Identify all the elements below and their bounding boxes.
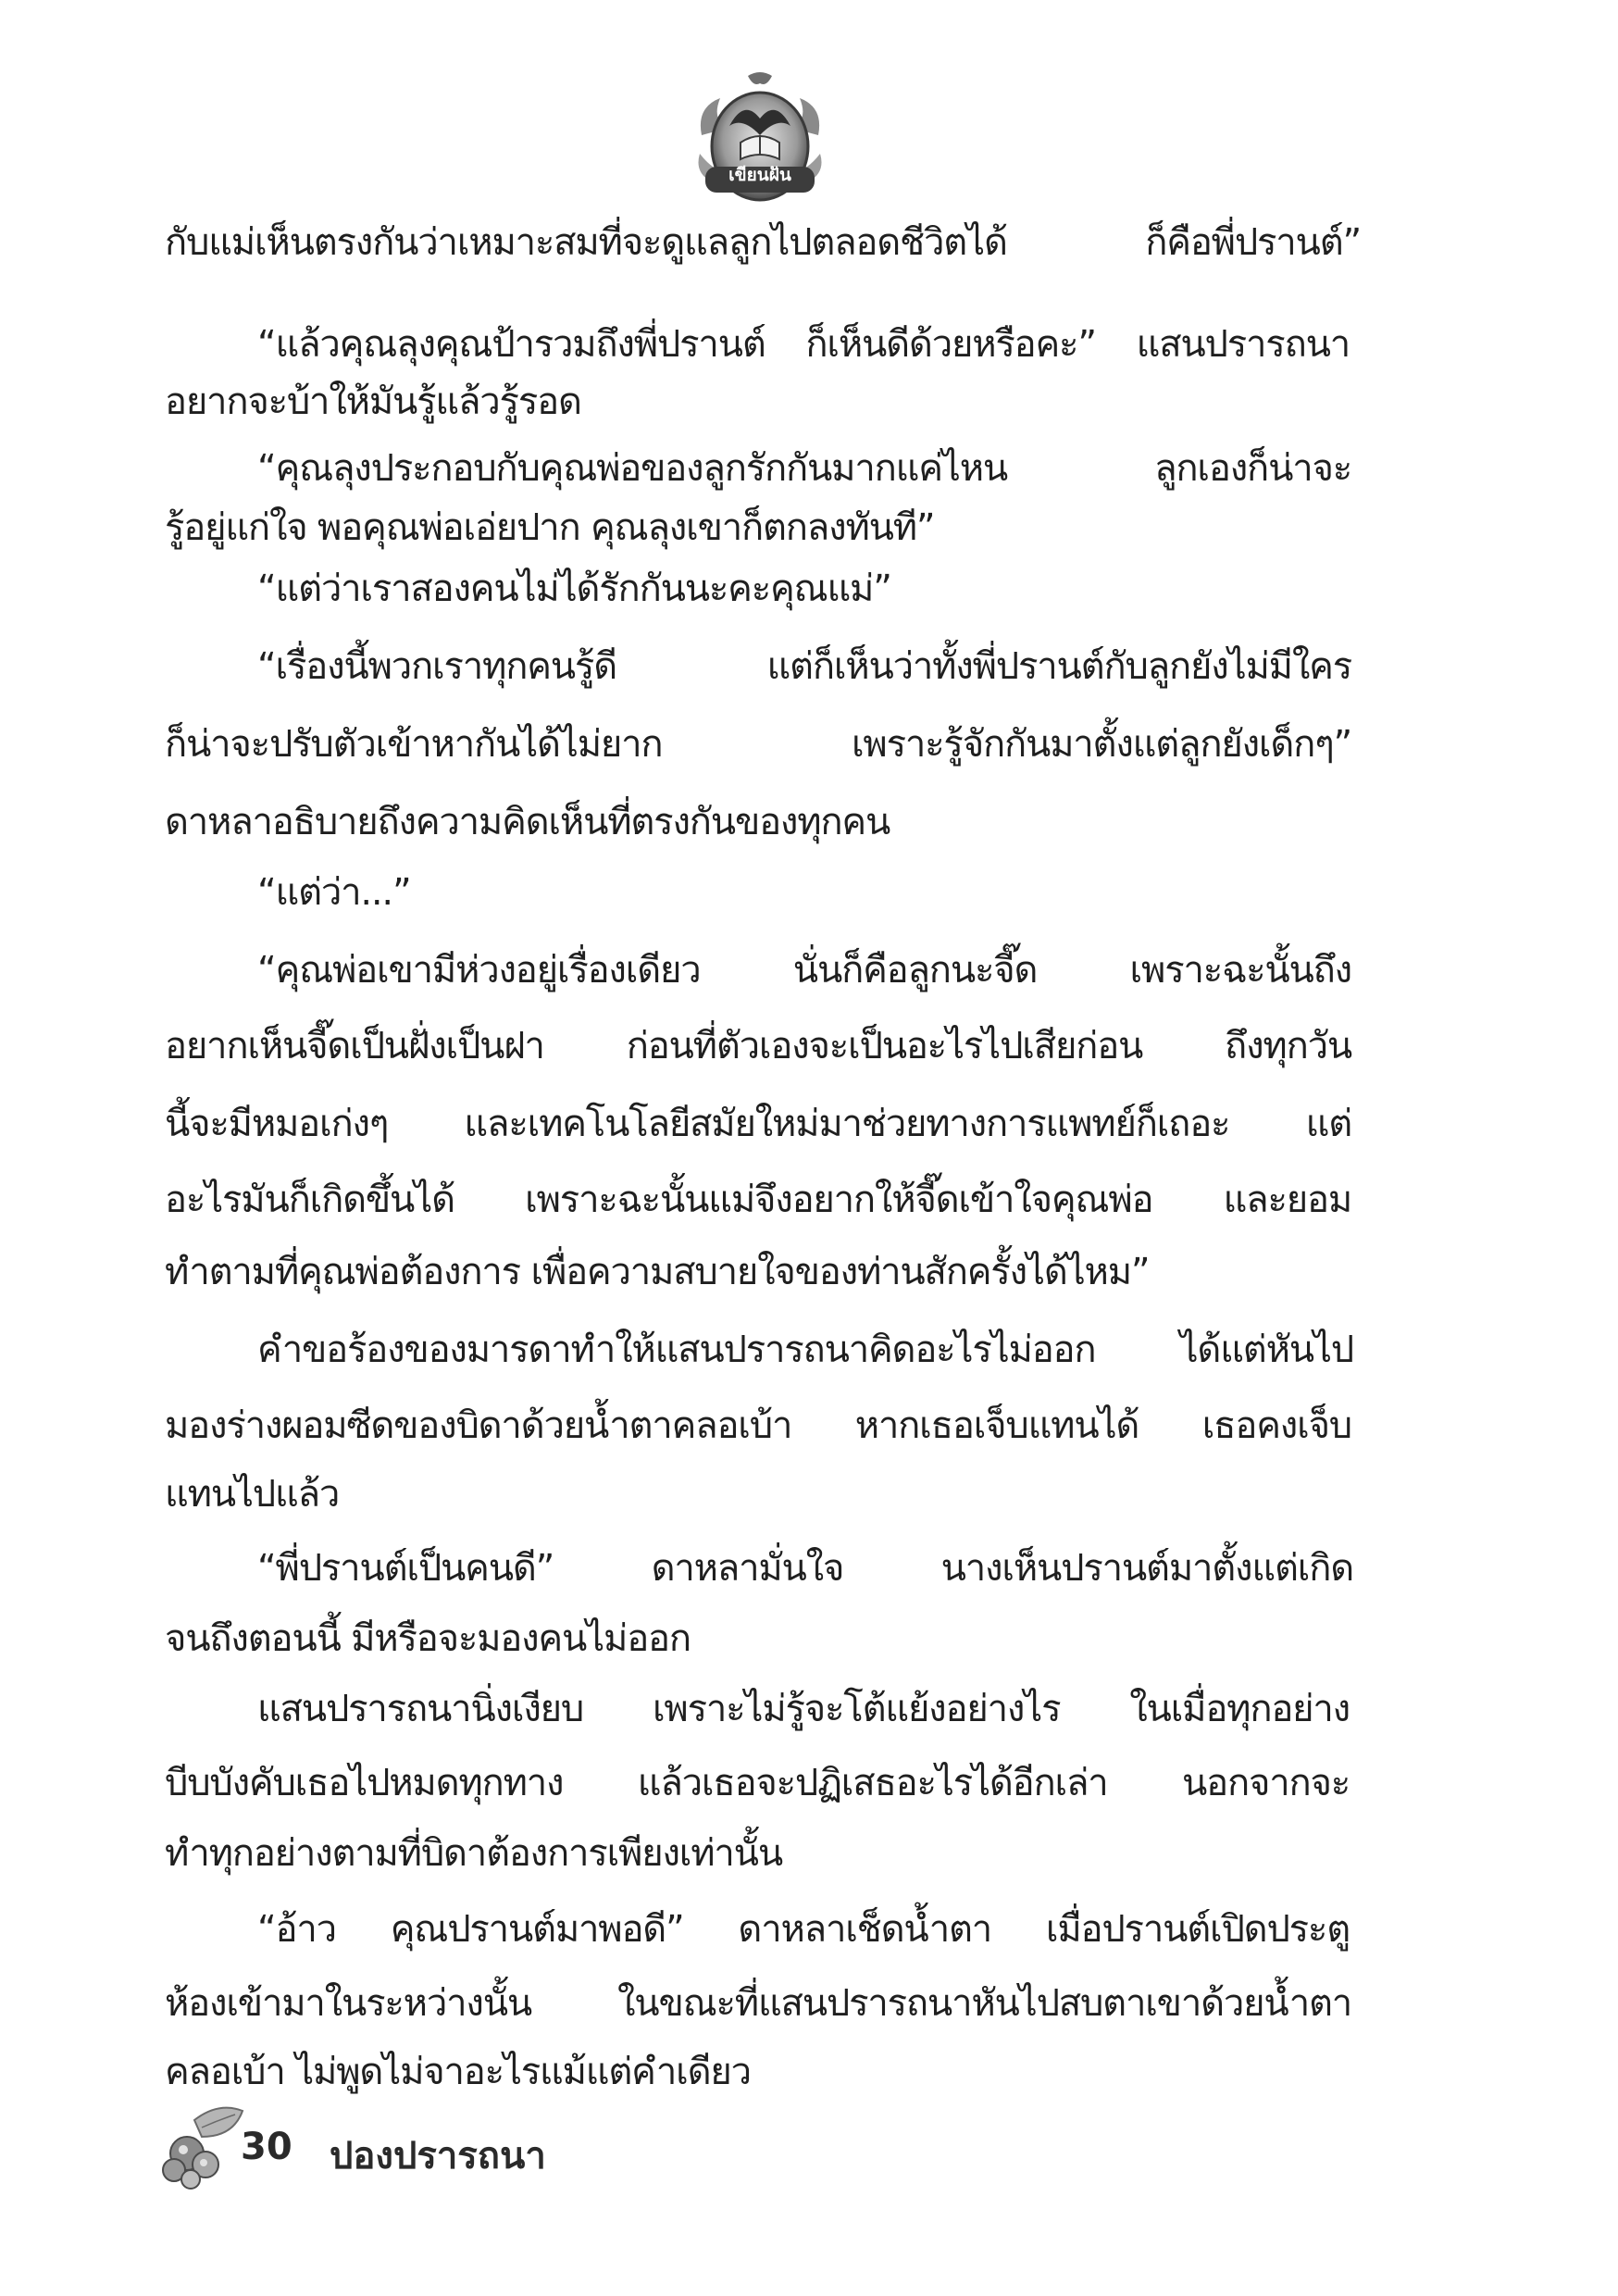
text-line: รู้อยู่แก่ใจ พอคุณพ่อเอ่ยปาก คุณลุงเขาก็ตกลงทันที” <box>165 506 935 549</box>
text-line: “เรื่องนี้พวกเราทุกคนรู้ดี แต่ก็เห็นว่าทั้งพี่ปรานต์กับลูกยังไม่มีใคร <box>257 645 1351 688</box>
text-line: อยากเห็นจี๊ดเป็นฝั่งเป็นฝา ก่อนที่ตัวเองจะเป็นอะไรไปเสียก่อน ถึงทุกวัน <box>165 1025 1351 1067</box>
header-emblem <box>692 70 828 207</box>
emblem-label: เขียนฝัน <box>728 165 791 185</box>
text-line: แทนไปแล้ว <box>165 1473 340 1516</box>
text-line: ดาหลาอธิบายถึงความคิดเห็นที่ตรงกันของทุกคน <box>165 801 890 843</box>
text-line: แสนปรารถนานิ่งเงียบ เพราะไม่รู้จะโต้แย้งอย่างไร ในเมื่อทุกอย่าง <box>257 1688 1350 1730</box>
text-line: คลอเบ้า ไม่พูดไม่จาอะไรแม้แต่คำเดียว <box>165 2051 751 2093</box>
text-line: ทำตามที่คุณพ่อต้องการ เพื่อความสบายใจของท่านสักครั้งได้ไหม” <box>165 1251 1150 1293</box>
text-line: “คุณลุงประกอบกับคุณพ่อของลูกรักกันมากแค่ไหน ลูกเองก็น่าจะ <box>257 447 1351 490</box>
text-line: อยากจะบ้าให้มันรู้แล้วรู้รอด <box>165 381 581 423</box>
text-line: “อ้าว คุณปรานต์มาพอดี” ดาหลาเช็ดน้ำตา เมื่อปรานต์เปิดประตู <box>257 1908 1350 1951</box>
text-line: “แต่ว่าเราสองคนไม่ได้รักกันนะคะคุณแม่” <box>257 568 891 610</box>
text-line: จนถึงตอนนี้ มีหรือจะมองคนไม่ออก <box>165 1617 691 1660</box>
text-line: กับแม่เห็นตรงกันว่าเหมาะสมที่จะดูแลลูกไปตลอดชีวิตได้ ก็คือพี่ปรานต์” <box>165 221 1361 264</box>
page-number: 30 <box>241 2126 292 2168</box>
page-footer <box>154 2100 709 2192</box>
text-line: “คุณพ่อเขามีห่วงอยู่เรื่องเดียว นั่นก็คือลูกนะจี๊ด เพราะฉะนั้นถึง <box>257 949 1351 992</box>
text-line: ทำทุกอย่างตามที่บิดาต้องการเพียงเท่านั้น <box>165 1832 782 1875</box>
text-line: ห้องเข้ามาในระหว่างนั้น ในขณะที่แสนปรารถนาหันไปสบตาเขาด้วยน้ำตา <box>165 1982 1351 2025</box>
text-line: “พี่ปรานต์เป็นคนดี” ดาหลามั่นใจ นางเห็นปรานต์มาตั้งแต่เกิด <box>257 1547 1353 1590</box>
text-line: “แล้วคุณลุงคุณป้ารวมถึงพี่ปรานต์ ก็เห็นดีด้วยหรือคะ” แสนปรารถนา <box>257 323 1350 366</box>
text-line: มองร่างผอมซีดของบิดาด้วยน้ำตาคลอเบ้า หากเธอเจ็บแทนได้ เธอคงเจ็บ <box>165 1404 1351 1447</box>
text-line: คำขอร้องของมารดาทำให้แสนปรารถนาคิดอะไรไม่ออก ได้แต่หันไป <box>257 1329 1353 1371</box>
book-title: ปองปรารถนา <box>330 2135 546 2177</box>
text-line: “แต่ว่า...” <box>257 871 411 914</box>
text-line: ก็น่าจะปรับตัวเข้าหากันได้ไม่ยาก เพราะรู้จักกันมาตั้งแต่ลูกยังเด็กๆ” <box>165 723 1351 766</box>
text-line: บีบบังคับเธอไปหมดทุกทาง แล้วเธอจะปฏิเสธอะไรได้อีกเล่า นอกจากจะ <box>165 1762 1350 1804</box>
text-line: นี้จะมีหมอเก่งๆ และเทคโนโลยีสมัยใหม่มาช่วยทางการแพทย์ก็เถอะ แต่ <box>165 1103 1351 1145</box>
text-line: อะไรมันก็เกิดขึ้นได้ เพราะฉะนั้นแม่จึงอยากให้จี๊ดเข้าใจคุณพ่อ และยอม <box>165 1179 1351 1221</box>
flower-icon <box>154 2100 246 2192</box>
